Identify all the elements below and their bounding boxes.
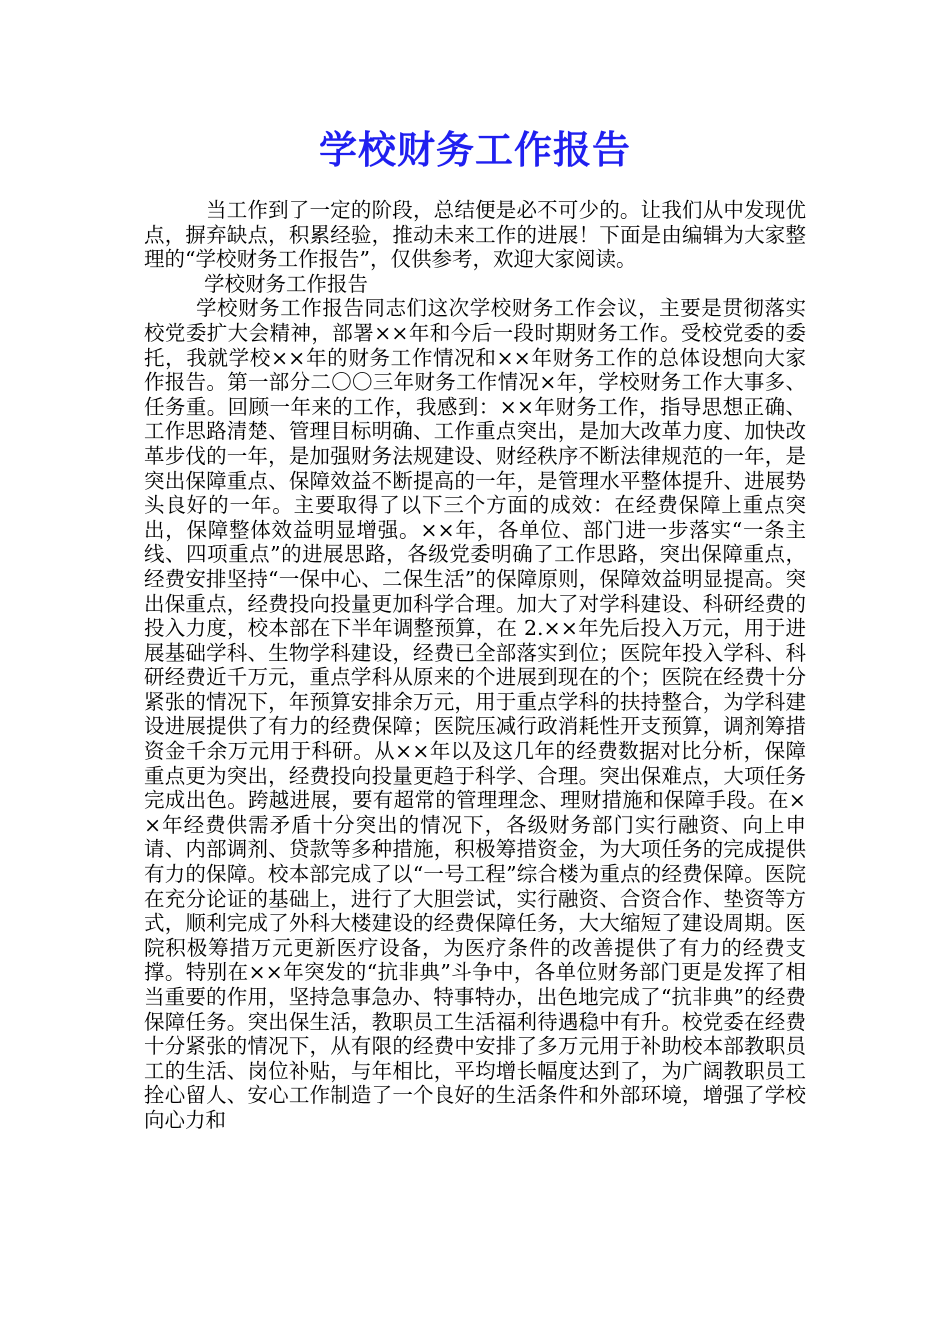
- document-title: 学校财务工作报告: [318, 127, 631, 172]
- main-paragraph: 学校财务工作报告同志们这次学校财务工作会议，主要是贯彻落实校党委扩大会精神，部署××年和今后一段时期财务工作。受校党委的委托，我就学校××年的财务工作情况和××年财务工作的总体设想向大家作报告。第一部分二〇〇三年财务工作情况×年，学校财务工作大事多、任务重。回顾一年来的工作，我感到：××年财务工作，指导思想正确、工作思路清楚、管理目标明确、工作重点突出，是加大改革力度、加快改革步伐的一年，是加强财务法规建设、财经秩序不断法律规范的一年，是突出保障重点、保障效益不断提高的一年，是管理水平整体提升、进展势头良好的一年。主要取得了以下三个方面的成效：在经费保障上重点突出，保障整体效益明显增强。××年，各单位、部门进一步落实“一条主线、四项重点”的进展思路，各级党委明确了工作思路，突出保障重点，经费安排坚持“一保中心、二保生活”的保障原则，保障效益明显提高。突出保重点，经费投向投量更加科学合理。加大了对学科建设、科研经费的投入力度，校本部在下半年调整预算，在 2.××年先后投入万元，用于进展基础学科、生物学科建设，经费已全部落实到位；医院年投入学科、科研经费近千万元，重点学科从原来的个进展到现在的个；医院在经费十分紧张的情况下，年预算安排余万元，用于重点学科的扶持整合，为学科建设进展提供了有力的经费保障；医院压减行政消耗性开支预算，调剂筹措资金千余万元用于科研。从××年以及这几年的经费数据对比分析，保障重点更为突出，经费投向投量更趋于科学、合理。突出保难点，大项任务完成出色。跨越进展，要有超常的管理理念、理财措施和保障手段。在××年经费供需矛盾十分突出的情况下，各级财务部门实行融资、向上申请、内部调剂、贷款等多种措施，积极筹措资金，为大项任务的完成提供有力的保障。校本部完成了以“一号工程”综合楼为重点的经费保障。医院在充分论证的基础上，进行了大胆尝试，实行融资、合资合作、垫资等方式，顺利完成了外科大楼建设的经费保障任务，大大缩短了建设周期。医院积极筹措万元更新医疗设备，为医疗条件的改善提供了有力的经费支撑。特别在××年突发的“抗非典”斗争中，各单位财务部门更是发挥了相当重要的作用，坚持急事急办、特事特办，出色地完成了“抗非典”的经费保障任务。突出保生活，教职员工生活福利待遇稳中有升。校党委在经费十分紧张的情况下，从有限的经费中安排了多万元用于补助校本部教职员工的生活、岗位补贴，与年相比，平均增长幅度达到了，为广阔教职员工拴心留人、安心工作制造了一个良好的生活条件和外部环境，增强了学校向心力和: [144, 296, 806, 1132]
- intro-paragraph: 当工作到了一定的阶段，总结便是必不可少的。让我们从中发现优点，摒弃缺点，积累经验，推动未来工作的进展！下面是由编辑为大家整理的“学校财务工作报告”，仅供参考，欢迎大家阅读。: [144, 198, 806, 272]
- document-body: [144, 198, 806, 1133]
- section-subheading: 学校财务工作报告: [204, 271, 368, 296]
